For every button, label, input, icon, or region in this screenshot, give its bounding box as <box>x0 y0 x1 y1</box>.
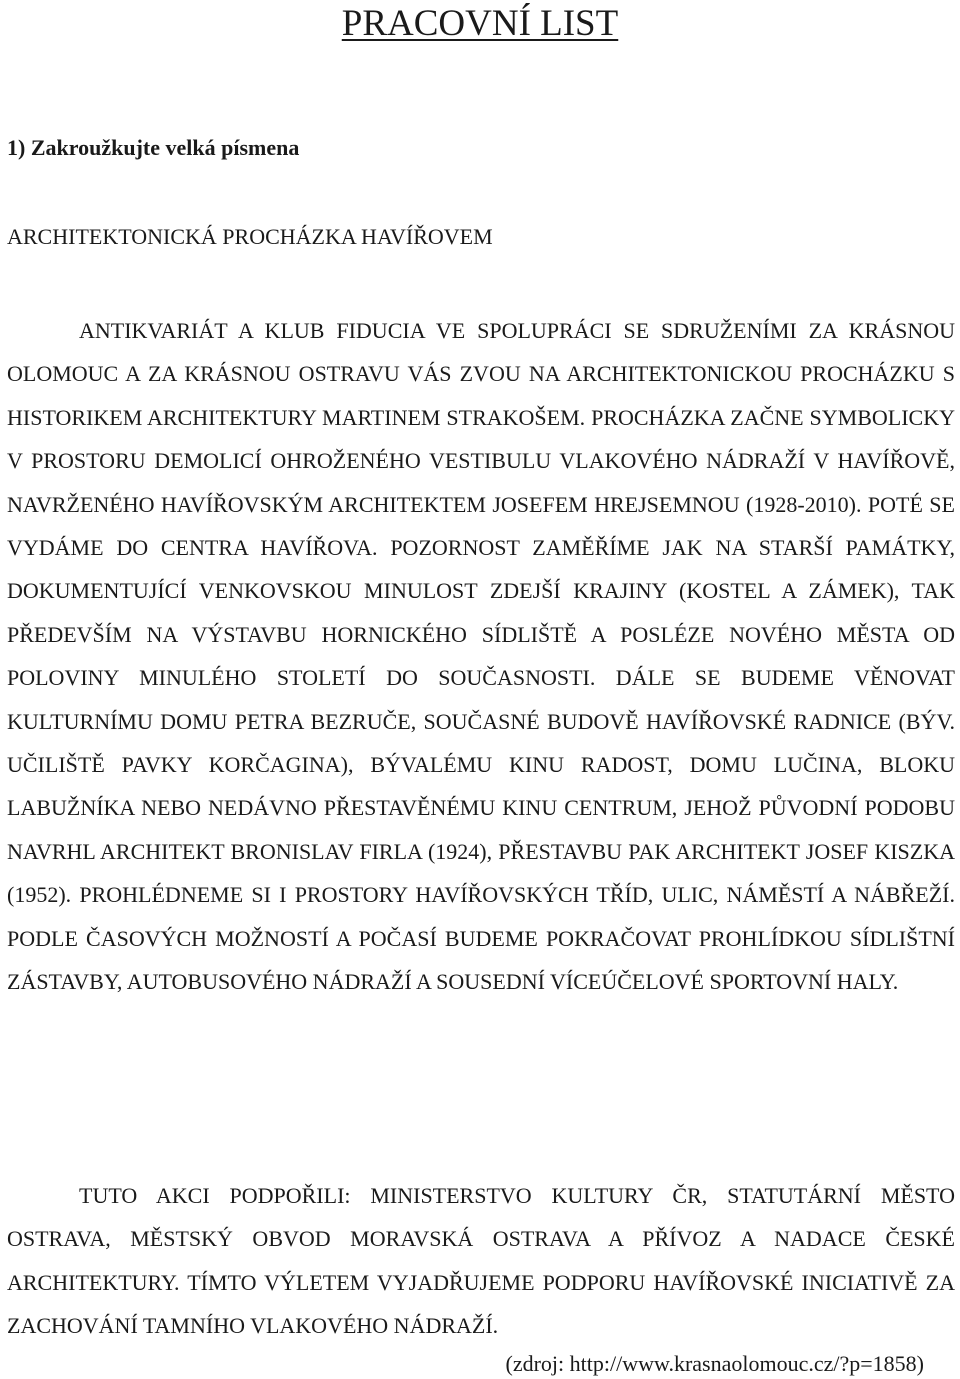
page-title-text: PRACOVNÍ LIST <box>341 3 619 44</box>
source-citation: (zdroj: http://www.krasnaolomouc.cz/?p=1858) <box>505 1351 924 1376</box>
page-title <box>0 2 960 46</box>
task-instruction: 1) Zakroužkujte velká písmena <box>7 135 300 160</box>
article-paragraph-2: TUTO AKCI PODPOŘILI: MINISTERSTVO KULTURY ČR, STATUTÁRNÍ MĚSTO OSTRAVA, MĚSTSKÝ OBVOD MORAVSKÁ OSTRAVA A PŘÍVOZ A NADACE ČESKÉ ARCHITEKTURY. TÍMTO VÝLETEM VYJADŘUJEME PODPORU HAVÍŘOVSKÉ INICIATIVĚ ZA ZACHOVÁNÍ TAMNÍHO VLAKOVÉHO NÁDRAŽÍ. <box>7 1183 955 1339</box>
article-heading: ARCHITEKTONICKÁ PROCHÁZKA HAVÍŘOVEM <box>7 224 493 249</box>
article-paragraph-1: ANTIKVARIÁT A KLUB FIDUCIA VE SPOLUPRÁCI SE SDRUŽENÍMI ZA KRÁSNOU OLOMOUC A ZA KRÁSNOU OSTRAVU VÁS ZVOU NA ARCHITEKTONICKOU PROCHÁZKU S HISTORIKEM ARCHITEKTURY MARTINEM STRAKOŠEM. PROCHÁZKA ZAČNE SYMBOLICKY V PROSTORU DEMOLICÍ OHROŽENÉHO VESTIBULU VLAKOVÉHO NÁDRAŽÍ V HAVÍŘOVĚ, NAVRŽENÉHO HAVÍŘOVSKÝM ARCHITEKTEM JOSEFEM HREJSEMNOU (1928-2010). POTÉ SE VYDÁME DO CENTRA HAVÍŘOVA. POZORNOST ZAMĚŘÍME JAK NA STARŠÍ PAMÁTKY, DOKUMENTUJÍCÍ VENKOVSKOU MINULOST ZDEJŠÍ KRAJINY (KOSTEL A ZÁMEK), TAK PŘEDEVŠÍM NA VÝSTAVBU HORNICKÉHO SÍDLIŠTĚ A POSLÉZE NOVÉHO MĚSTA OD POLOVINY MINULÉHO STOLETÍ DO SOUČASNOSTI. DÁLE SE BUDEME VĚNOVAT KULTURNÍMU DOMU PETRA BEZRUČE, SOUČASNÉ BUDOVĚ HAVÍŘOVSKÉ RADNICE (BÝV. UČILIŠTĚ PAVKY KORČAGINA), BÝVALÉMU KINU RADOST, DOMU LUČINA, BLOKU LABUŽNÍKA NEBO NEDÁVNO PŘESTAVĚNÉMU KINU CENTRUM, JEHOŽ PŮVODNÍ PODOBU NAVRHL ARCHITEKT BRONISLAV FIRLA (1924), PŘESTAVBU PAK ARCHITEKT JOSEF KISZKA (1952). PROHLÉDNEME SI I PROSTORY HAVÍŘOVSKÝCH TŘÍD, ULIC, NÁMĚSTÍ A NÁBŘEŽÍ. PODLE ČASOVÝCH MOŽNOSTÍ A POČASÍ BUDEME POKRAČOVAT PROHLÍDKOU SÍDLIŠTNÍ ZÁSTAVBY, AUTOBUSOVÉHO NÁDRAŽÍ A SOUSEDNÍ VÍCEÚČELOVÉ SPORTOVNÍ HALY. <box>7 318 955 995</box>
